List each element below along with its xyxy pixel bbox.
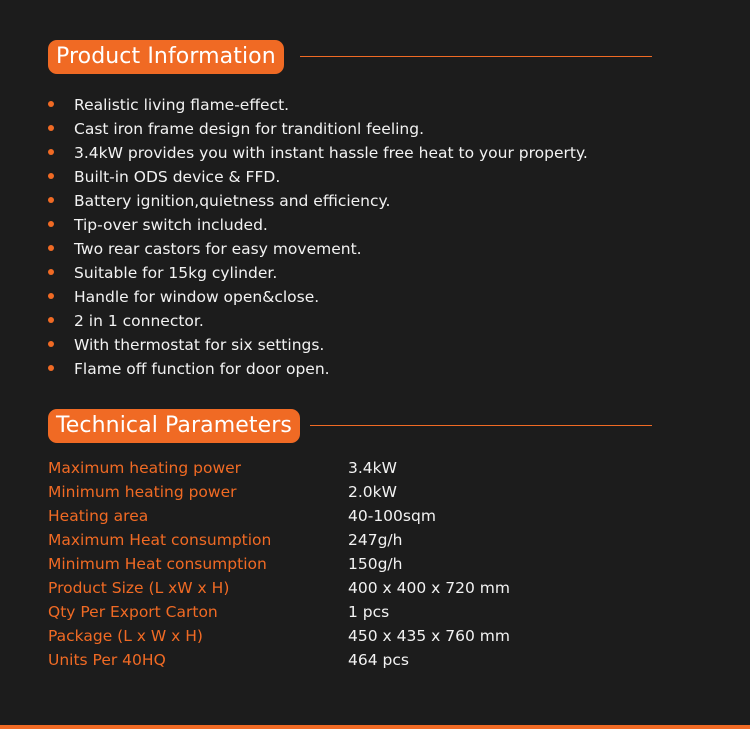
- table-row: [48, 528, 698, 552]
- feature-text: Cast iron frame design for tranditionl feeling.: [74, 120, 425, 138]
- bullet-icon: [48, 245, 54, 251]
- param-label: Minimum Heat consumption: [48, 555, 267, 573]
- feature-text: Flame off function for door open.: [74, 360, 330, 378]
- param-label: Heating area: [48, 507, 149, 525]
- feature-text: 3.4kW provides you with instant hassle free heat to your property.: [74, 144, 588, 162]
- table-row: [48, 480, 698, 504]
- table-row: [48, 648, 698, 672]
- bullet-icon: [48, 293, 54, 299]
- product-info-title: Product Information: [48, 40, 284, 74]
- product-info-header: [48, 40, 284, 74]
- table-row: [48, 576, 698, 600]
- bullet-icon: [48, 221, 54, 227]
- feature-text: Built-in ODS device & FFD.: [74, 168, 281, 186]
- param-value: 1 pcs: [348, 603, 390, 621]
- feature-text: Realistic living flame-effect.: [74, 96, 290, 114]
- bullet-icon: [48, 317, 54, 323]
- technical-divider: [310, 425, 652, 426]
- param-label: Maximum heating power: [48, 459, 242, 477]
- table-row: [48, 552, 698, 576]
- feature-text: Two rear castors for easy movement.: [74, 240, 362, 258]
- param-label: Product Size (L xW x H): [48, 579, 230, 597]
- bullet-icon: [48, 341, 54, 347]
- param-value: 150g/h: [348, 555, 403, 573]
- feature-text: 2 in 1 connector.: [74, 312, 204, 330]
- table-row: [48, 600, 698, 624]
- param-value: 400 x 400 x 720 mm: [348, 579, 510, 597]
- parameters-table: [48, 456, 698, 672]
- feature-text: Suitable for 15kg cylinder.: [74, 264, 278, 282]
- param-label: Minimum heating power: [48, 483, 237, 501]
- param-value: 40-100sqm: [348, 507, 436, 525]
- param-label: Maximum Heat consumption: [48, 531, 272, 549]
- bullet-icon: [48, 269, 54, 275]
- bullet-icon: [48, 101, 54, 107]
- bottom-accent-bar: [0, 725, 750, 729]
- technical-header: [48, 409, 300, 443]
- technical-title: Technical Parameters: [48, 409, 300, 443]
- bullet-icon: [48, 197, 54, 203]
- table-row: [48, 456, 698, 480]
- bullet-icon: [48, 173, 54, 179]
- param-value: 450 x 435 x 760 mm: [348, 627, 510, 645]
- param-label: Units Per 40HQ: [48, 651, 166, 669]
- param-value: 3.4kW: [348, 459, 397, 477]
- table-row: [48, 504, 698, 528]
- bullet-icon: [48, 365, 54, 371]
- table-row: [48, 624, 698, 648]
- param-value: 247g/h: [348, 531, 403, 549]
- param-label: Package (L x W x H): [48, 627, 203, 645]
- param-value: 2.0kW: [348, 483, 397, 501]
- feature-text: With thermostat for six settings.: [74, 336, 325, 354]
- bullet-icon: [48, 125, 54, 131]
- bullet-icon: [48, 149, 54, 155]
- param-value: 464 pcs: [348, 651, 409, 669]
- feature-text: Handle for window open&close.: [74, 288, 320, 306]
- product-info-divider: [300, 56, 652, 57]
- feature-text: Tip-over switch included.: [74, 216, 268, 234]
- feature-text: Battery ignition,quietness and efficiency.: [74, 192, 391, 210]
- param-label: Qty Per Export Carton: [48, 603, 218, 621]
